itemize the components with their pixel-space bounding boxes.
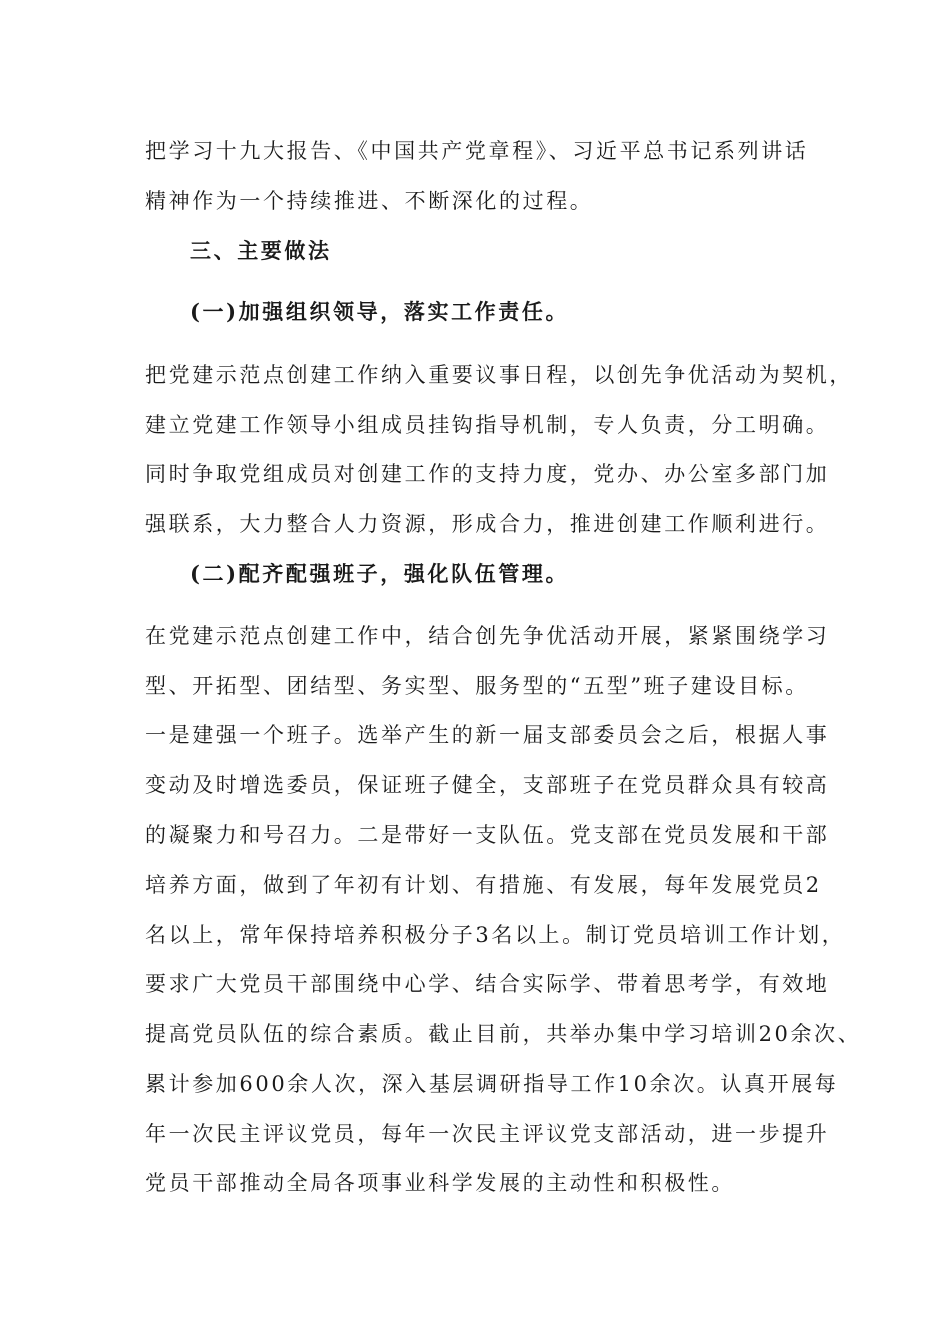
body-text-line: 党员干部推动全局各项事业科学发展的主动性和积极性。 [145,1171,735,1195]
body-text-line: 提高党员队伍的综合素质。截止目前，共举办集中学习培训20余次、 [145,1022,862,1046]
body-text-line: 累计参加600余人次，深入基层调研指导工作10余次。认真开展每 [145,1072,839,1096]
body-text-line: 在党建示范点创建工作中，结合创先争优活动开展，紧紧围绕学习 [145,624,830,648]
body-text-line: 把学习十九大报告、《中国共产党章程》、习近平总书记系列讲话 [145,139,809,163]
body-text-line: 名以上，常年保持培养积极分子3名以上。制订党员培训工作计划， [145,923,846,947]
body-text-line: 把党建示范点创建工作纳入重要议事日程，以创先争优活动为契机， [145,363,853,387]
section-heading: 三、主要做法 [190,238,332,263]
body-text-line: 同时争取党组成员对创建工作的支持力度，党办、办公室多部门加 [145,462,830,486]
subsection-heading: (二)配齐配强班子，强化队伍管理。 [190,561,570,586]
body-text-line: 精神作为一个持续推进、不断深化的过程。 [145,189,594,213]
body-text-line: 的凝聚力和号召力。二是带好一支队伍。党支部在党员发展和干部 [145,823,830,847]
body-text-line: 建立党建工作领导小组成员挂钩指导机制，专人负责，分工明确。 [145,413,830,437]
body-text-line: 型、开拓型、团结型、务实型、服务型的“五型”班子建设目标。 [145,674,809,698]
body-text-line: 强联系，大力整合人力资源，形成合力，推进创建工作顺利进行。 [145,512,830,536]
body-text-line: 变动及时增选委员，保证班子健全，支部班子在党员群众具有较高 [145,773,830,797]
body-text-line: 培养方面，做到了年初有计划、有措施、有发展，每年发展党员2 [145,873,822,897]
body-text-line: 一是建强一个班子。选举产生的新一届支部委员会之后，根据人事 [145,723,830,747]
body-text-line: 年一次民主评议党员，每年一次民主评议党支部活动，进一步提升 [145,1122,830,1146]
subsection-heading: (一)加强组织领导，落实工作责任。 [190,299,570,324]
body-text-line: 要求广大党员干部围绕中心学、结合实际学、带着思考学，有效地 [145,972,830,996]
